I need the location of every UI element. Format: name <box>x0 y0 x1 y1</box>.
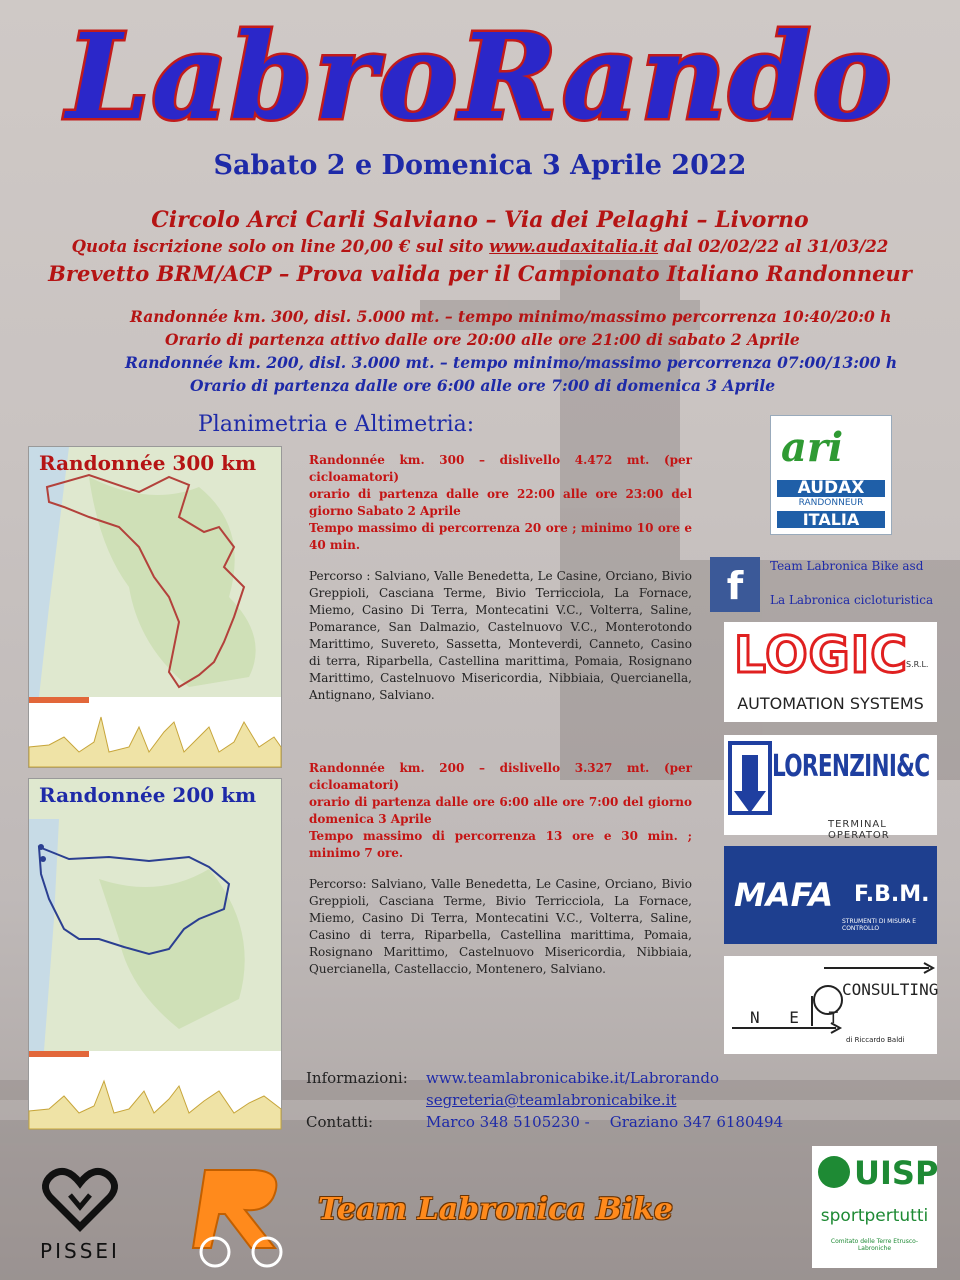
uisp-icon <box>818 1156 850 1188</box>
logic-srl: S.R.L. <box>906 660 929 669</box>
info-website-link[interactable]: www.teamlabronicabike.it/Labrorando <box>426 1069 720 1087</box>
net-letters: N E T <box>750 1008 849 1027</box>
ari-italia: ITALIA <box>777 511 885 528</box>
event-title-text: LabroRando <box>66 7 894 146</box>
desc-200-line2: orario di partenza dalle ore 6:00 alle ore 7:00 del giorno domenica 3 Aprile <box>309 795 692 826</box>
fee-link[interactable]: www.audaxitalia.it <box>489 237 659 256</box>
map-200 <box>28 778 282 1130</box>
uisp-logo <box>812 1146 937 1268</box>
desc-300-line2: orario di partenza dalle ore 22:00 alle ore 23:00 del giorno Sabato 2 Aprile <box>309 487 692 518</box>
net-subtitle: di Riccardo Baldi <box>846 1036 905 1044</box>
map-200-label: Randonnée 200 km <box>39 783 257 807</box>
pissei-heart-icon <box>30 1165 130 1235</box>
desc-300-route: Percorso : Salviano, Valle Benedetta, Le Casine, Orciano, Bivio Greppioli, Casciana Terme, Bivio Terricciola, La Fornace, Miemo, Casino Di Terra, Montecatini V.C., Volterra, Saline, Pomarance, San Dalmazio, Castelnuovo V.C., Monterotondo Marittimo, Suvereto, Sassetta, Monteverdi, Canneto, Casino di terra, Riparbella, Castellina marittima, Pomaia, Rosignano Marittimo, Castelnuovo Misericordia, Nibbiaia, Quercianella, Antignano, Salviano. <box>309 569 692 702</box>
contact-marco: Marco 348 5105230 - <box>426 1113 590 1131</box>
fee-suffix: dal 02/02/22 al 31/03/22 <box>658 237 889 256</box>
route-start-300: Orario di partenza attivo dalle ore 20:00 alle ore 21:00 di sabato 2 Aprile <box>165 330 800 349</box>
map-300-label: Randonnée 300 km <box>39 451 257 475</box>
event-title <box>0 0 960 150</box>
route-start-200: Orario di partenza dalle ore 6:00 alle ore 7:00 di domenica 3 Aprile <box>190 376 776 395</box>
desc-200-route: Percorso: Salviano, Valle Benedetta, Le Casine, Orciano, Bivio Greppioli, Casciana Terme, Bivio Terricciola, La Fornace, Miemo, Casino Di Terra, Montecatini V.C., Volterra, Saline, Casino di terra, Riparbella, Castellina marittima, Pomaia, Rosignano Marittimo, Castelnuovo Misericordia, Nibbiaia, Quercianella, Castellaccio, Montenero, Salviano. <box>309 877 692 976</box>
uisp-tagline: sportpertutti <box>820 1206 929 1226</box>
lorenzini-subtitle: TERMINAL OPERATOR <box>828 819 890 841</box>
uisp-committee: Comitato delle Terre Etrusco-Labroniche <box>830 1238 919 1252</box>
info-email-link[interactable]: segreteria@teamlabronicabike.it <box>426 1091 677 1109</box>
ari-randonneur: RANDONNEUR <box>798 498 864 508</box>
facebook-line1[interactable]: Team Labronica Bike asd <box>770 559 924 573</box>
fbm-brand: F.B.M. <box>854 882 930 907</box>
mafa-brand: MAFA <box>734 876 834 914</box>
info-block <box>306 1067 826 1133</box>
desc-200-line3: Tempo massimo di percorrenza 13 ore e 30 min. ; minimo 7 ore. <box>309 829 692 860</box>
lorenzini-logo <box>724 735 937 841</box>
brevetto: Brevetto BRM/ACP – Prova valida per il Campionato Italiano Randonneur <box>48 261 912 286</box>
facebook-block <box>710 557 950 613</box>
lorenzini-arrow-icon <box>728 741 772 821</box>
net-consulting-logo <box>724 956 937 1054</box>
ari-brand: ari <box>781 424 844 471</box>
desc-200 <box>309 760 692 978</box>
facebook-icon[interactable]: f <box>710 557 760 612</box>
route-summary-300: Randonnée km. 300, disl. 5.000 mt. – tempo minimo/massimo percorrenza 10:40/20:0 h <box>130 307 892 326</box>
desc-200-line1: Randonnée km. 200 – dislivello 3.327 mt. (per cicloamatori) <box>309 761 692 792</box>
fee-prefix: Quota iscrizione solo on line 20,00 € sul sito <box>71 237 490 256</box>
elevation-profile-300 <box>29 697 281 767</box>
fee-line <box>0 237 960 256</box>
net-brand: CONSULTING <box>842 980 939 999</box>
logic-subtitle: AUTOMATION SYSTEMS <box>737 694 924 713</box>
route-summary-200: Randonnée km. 200, disl. 3.000 mt. – tempo minimo/massimo percorrenza 07:00/13:00 h <box>125 353 898 372</box>
ari-audax: AUDAX <box>777 480 885 497</box>
facebook-line2[interactable]: La Labronica cicloturistica <box>770 593 934 607</box>
logic-brand: LOGIC <box>734 626 908 684</box>
contact-graziano: Graziano 347 6180494 <box>609 1113 784 1131</box>
team-labronica-logo-icon <box>185 1160 295 1270</box>
uisp-brand: UISP <box>854 1154 939 1192</box>
contacts-label: Contatti: <box>306 1113 374 1131</box>
pissei-brand: PISSEI <box>40 1239 120 1263</box>
map-300 <box>28 446 282 768</box>
event-dates: Sabato 2 e Domenica 3 Aprile 2022 <box>213 150 747 181</box>
venue: Circolo Arci Carli Salviano – Via dei Pelaghi – Livorno <box>151 207 809 233</box>
desc-300 <box>309 452 692 704</box>
pissei-logo <box>30 1165 130 1265</box>
net-arrow-icon <box>724 956 937 1054</box>
desc-300-line3: Tempo massimo di percorrenza 20 ore ; minimo 10 ore e 40 min. <box>309 521 692 552</box>
fbm-subtitle: STRUMENTI DI MISURA E CONTROLLO <box>842 918 917 932</box>
lorenzini-brand: LORENZINI&C <box>772 749 930 784</box>
desc-300-line1: Randonnée km. 300 – dislivello 4.472 mt. (per cicloamatori) <box>309 453 692 484</box>
logic-logo <box>724 622 937 722</box>
ari-audax-logo <box>770 415 892 535</box>
elevation-profile-200 <box>29 1051 281 1129</box>
section-title: Planimetria e Altimetria: <box>198 412 475 437</box>
info-label: Informazioni: <box>306 1069 408 1087</box>
mafa-fbm-logo <box>724 846 937 944</box>
team-labronica-wordmark: Team Labronica Bike <box>318 1192 673 1227</box>
